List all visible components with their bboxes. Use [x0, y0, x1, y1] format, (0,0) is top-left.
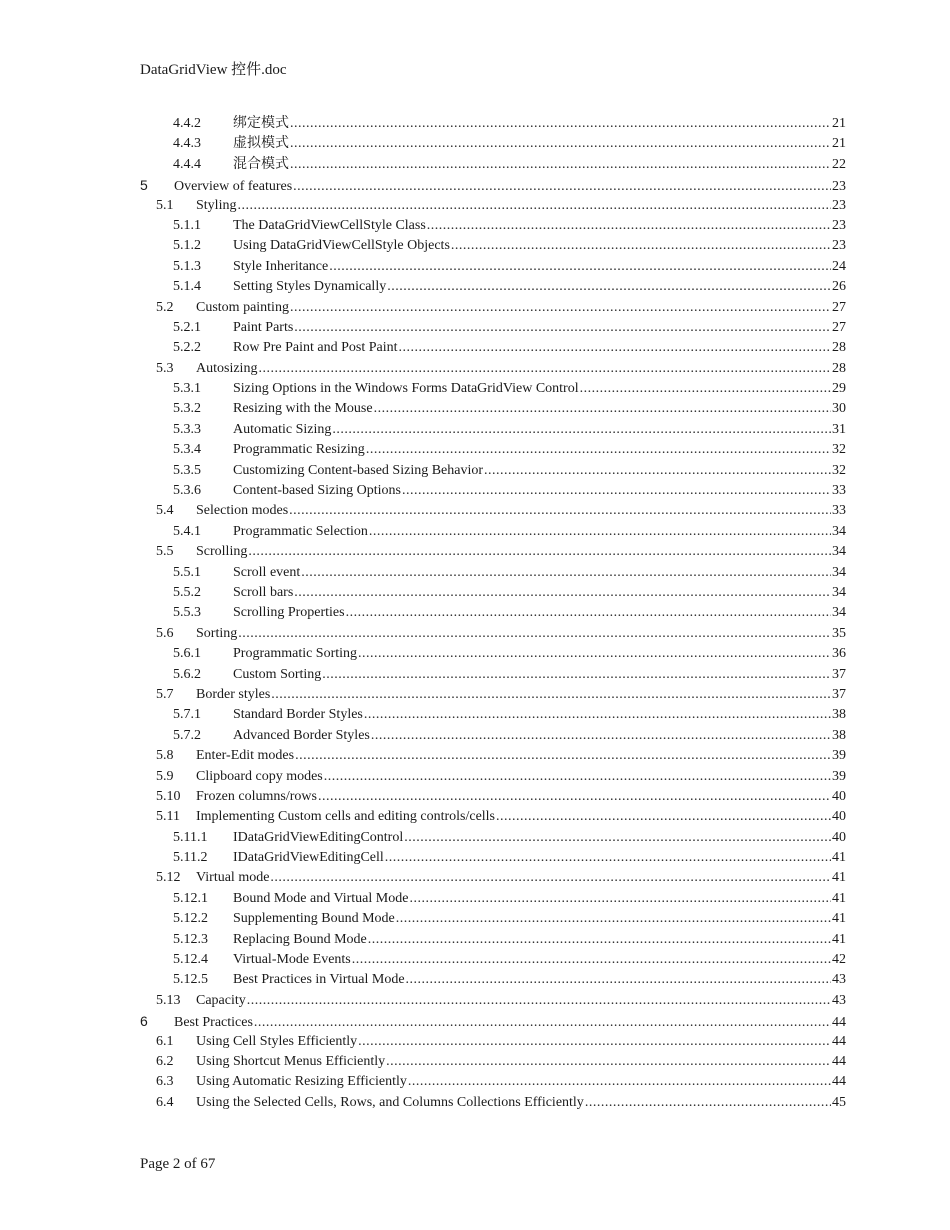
toc-entry[interactable]	[140, 399, 846, 419]
toc-entry-number: 5.1.1	[173, 217, 201, 233]
toc-entry-number: 5.6	[156, 625, 174, 641]
toc-entry-page: 40	[832, 788, 846, 804]
toc-entry-number: 5.12.3	[173, 931, 208, 947]
toc-entry-title: Styling	[196, 197, 237, 213]
toc-entry-number: 5.12.1	[173, 890, 208, 906]
toc-dot-leader	[295, 746, 831, 766]
toc-entry[interactable]	[140, 563, 846, 583]
toc-dot-leader	[368, 930, 831, 950]
toc-entry-number: 5.12	[156, 870, 181, 886]
toc-entry-title: Using Shortcut Menus Efficiently	[196, 1053, 386, 1069]
toc-entry-number: 5.5.3	[173, 605, 201, 621]
toc-entry-number: 5.1.3	[173, 258, 201, 274]
toc-entry-page: 39	[832, 768, 846, 784]
toc-entry-page: 29	[832, 381, 846, 397]
document-header: DataGridView 控件.doc	[140, 62, 287, 78]
toc-dot-leader	[396, 909, 831, 929]
toc-entry-page: 34	[832, 544, 846, 560]
toc-entry-page: 34	[832, 564, 846, 580]
toc-entry[interactable]	[140, 216, 846, 236]
toc-entry-number: 5.3	[156, 360, 174, 376]
toc-entry-number: 5.3.2	[173, 401, 201, 417]
toc-entry[interactable]	[140, 746, 846, 766]
toc-entry-number: 5.7.1	[173, 707, 201, 723]
toc-entry[interactable]	[140, 868, 846, 888]
toc-entry[interactable]	[140, 950, 846, 970]
toc-dot-leader	[366, 440, 831, 460]
toc-entry-title: The DataGridViewCellStyle Class	[233, 217, 426, 233]
toc-dot-leader	[322, 665, 831, 685]
toc-entry-number: 6	[140, 1013, 148, 1030]
toc-entry[interactable]	[140, 236, 846, 256]
toc-entry-page: 43	[832, 992, 846, 1008]
toc-entry-title: Setting Styles Dynamically	[233, 279, 387, 295]
toc-entry-title: Overview of features	[174, 179, 293, 195]
toc-dot-leader	[294, 318, 831, 338]
toc-entry-page: 22	[832, 156, 846, 172]
toc-entry-title: 虚拟模式	[233, 136, 289, 152]
toc-dot-leader	[374, 399, 831, 419]
toc-entry[interactable]	[140, 175, 846, 195]
toc-entry-page: 23	[832, 197, 846, 213]
toc-entry-number: 5.1.2	[173, 238, 201, 254]
toc-entry[interactable]	[140, 277, 846, 297]
toc-entry-number: 5.7	[156, 686, 174, 702]
toc-entry-page: 23	[832, 217, 846, 233]
toc-entry-title: Scroll bars	[233, 584, 294, 600]
toc-entry-number: 5.2.1	[173, 319, 201, 335]
toc-entry[interactable]	[140, 767, 846, 787]
toc-dot-leader	[427, 216, 831, 236]
toc-entry[interactable]	[140, 298, 846, 318]
toc-entry-number: 5.11.1	[173, 829, 208, 845]
toc-dot-leader	[237, 196, 831, 216]
toc-entry-title: Sorting	[196, 625, 238, 641]
toc-entry-page: 41	[832, 931, 846, 947]
page-number-footer: Page 2 of 67	[140, 1156, 216, 1172]
toc-entry-page: 33	[832, 483, 846, 499]
toc-dot-leader	[580, 379, 831, 399]
toc-entry-title: Advanced Border Styles	[233, 727, 370, 743]
toc-entry-title: IDataGridViewEditingControl	[233, 829, 404, 845]
toc-entry-title: Clipboard copy modes	[196, 768, 323, 784]
toc-entry[interactable]	[140, 685, 846, 705]
toc-dot-leader	[358, 1032, 831, 1052]
toc-dot-leader	[294, 583, 831, 603]
toc-dot-leader	[258, 359, 831, 379]
toc-entry-title: Using Automatic Resizing Efficiently	[196, 1074, 407, 1090]
toc-entry-page: 24	[832, 258, 846, 274]
toc-entry-page: 42	[832, 952, 846, 968]
toc-dot-leader	[324, 767, 831, 787]
toc-entry-number: 5.11	[156, 809, 180, 825]
toc-entry-page: 33	[832, 503, 846, 519]
toc-entry-title: Best Practices in Virtual Mode	[233, 972, 405, 988]
toc-dot-leader	[329, 257, 831, 277]
toc-entry[interactable]	[140, 1093, 846, 1113]
toc-entry-number: 4.4.2	[173, 116, 201, 131]
toc-entry-title: Sizing Options in the Windows Forms DataGridView Control	[233, 381, 579, 397]
toc-entry[interactable]	[140, 440, 846, 460]
toc-entry-number: 5.8	[156, 748, 174, 764]
toc-entry-page: 21	[832, 116, 846, 131]
toc-entry-title: Automatic Sizing	[233, 421, 332, 437]
toc-entry-title: Enter-Edit modes	[196, 748, 295, 764]
toc-entry-page: 23	[832, 238, 846, 254]
toc-entry-title: Implementing Custom cells and editing controls/cells	[196, 809, 496, 825]
toc-entry-number: 5.1	[156, 197, 174, 213]
toc-entry-page: 28	[832, 360, 846, 376]
toc-entry[interactable]	[140, 848, 846, 868]
toc-entry[interactable]	[140, 134, 846, 154]
toc-entry[interactable]	[140, 1052, 846, 1072]
toc-dot-leader	[408, 1072, 831, 1092]
toc-dot-leader	[402, 481, 831, 501]
toc-entry-page: 34	[832, 605, 846, 621]
toc-dot-leader	[290, 155, 831, 175]
toc-entry-number: 5.6.1	[173, 646, 201, 662]
toc-entry-page: 21	[832, 136, 846, 152]
toc-dot-leader	[332, 420, 831, 440]
toc-entry-title: Resizing with the Mouse	[233, 401, 373, 417]
toc-entry-page: 44	[832, 1015, 846, 1031]
toc-dot-leader	[290, 298, 831, 318]
toc-entry-page: 32	[832, 442, 846, 458]
toc-entry-number: 5.5.2	[173, 584, 201, 600]
toc-entry-number: 5.12.2	[173, 911, 208, 927]
toc-entry-page: 38	[832, 727, 846, 743]
toc-entry[interactable]	[140, 155, 846, 175]
toc-entry-title: Programmatic Sorting	[233, 646, 358, 662]
toc-dot-leader	[301, 563, 831, 583]
toc-dot-leader	[254, 1013, 831, 1031]
toc-entry[interactable]	[140, 542, 846, 562]
toc-dot-leader	[404, 828, 831, 848]
toc-entry-title: Using Cell Styles Efficiently	[196, 1033, 358, 1049]
toc-entry-page: 38	[832, 707, 846, 723]
toc-entry-page: 28	[832, 340, 846, 356]
toc-dot-leader	[409, 889, 831, 909]
toc-dot-leader	[358, 644, 831, 664]
toc-dot-leader	[271, 685, 831, 705]
toc-entry-title: Content-based Sizing Options	[233, 483, 401, 499]
toc-dot-leader	[385, 848, 831, 868]
toc-entry-number: 5.2	[156, 299, 174, 315]
toc-entry-number: 5.12.5	[173, 972, 208, 988]
toc-entry-title: Capacity	[196, 992, 246, 1008]
toc-entry-title: Standard Border Styles	[233, 707, 363, 723]
toc-entry-number: 5.12.4	[173, 952, 208, 968]
toc-entry-page: 43	[832, 972, 846, 988]
toc-entry-number: 5.3.4	[173, 442, 201, 458]
toc-entry-title: Scroll event	[233, 564, 301, 580]
toc-entry-page: 23	[832, 179, 846, 195]
toc-entry-title: Bound Mode and Virtual Mode	[233, 890, 409, 906]
toc-entry-number: 6.3	[156, 1074, 174, 1090]
toc-entry-page: 27	[832, 319, 846, 335]
toc-dot-leader	[248, 542, 831, 562]
toc-entry-number: 5.5.1	[173, 564, 201, 580]
toc-dot-leader	[289, 501, 831, 521]
toc-dot-leader	[270, 868, 831, 888]
toc-entry[interactable]	[140, 787, 846, 807]
toc-entry-number: 5.3.3	[173, 421, 201, 437]
toc-entry-title: Scrolling	[196, 544, 248, 560]
toc-entry-number: 5.2.2	[173, 340, 201, 356]
toc-entry-title: Custom Sorting	[233, 666, 322, 682]
toc-entry[interactable]	[140, 665, 846, 685]
toc-dot-leader	[484, 461, 831, 481]
toc-dot-leader	[290, 114, 831, 134]
toc-dot-leader	[318, 787, 831, 807]
toc-entry-title: Using DataGridViewCellStyle Objects	[233, 238, 450, 254]
toc-entry[interactable]	[140, 909, 846, 929]
toc-entry[interactable]	[140, 930, 846, 950]
toc-entry-page: 27	[832, 299, 846, 315]
toc-dot-leader	[371, 726, 831, 746]
toc-entry-title: Customizing Content-based Sizing Behavior	[233, 462, 484, 478]
toc-entry-title: Programmatic Selection	[233, 523, 368, 539]
toc-dot-leader	[290, 134, 831, 154]
toc-entry[interactable]	[140, 603, 846, 623]
toc-entry-number: 5.4	[156, 503, 174, 519]
toc-dot-leader	[369, 522, 831, 542]
toc-entry-page: 39	[832, 748, 846, 764]
toc-entry[interactable]	[140, 461, 846, 481]
toc-entry-number: 5.9	[156, 768, 174, 784]
toc-entry[interactable]	[140, 705, 846, 725]
toc-entry-number: 5.13	[156, 992, 181, 1008]
toc-dot-leader	[346, 603, 831, 623]
toc-entry-page: 44	[832, 1074, 846, 1090]
toc-entry[interactable]	[140, 359, 846, 379]
toc-dot-leader	[293, 177, 831, 195]
toc-entry[interactable]	[140, 522, 846, 542]
toc-dot-leader	[496, 807, 831, 827]
toc-entry-page: 40	[832, 809, 846, 825]
toc-entry-title: 绑定模式	[233, 116, 289, 131]
toc-entry-page: 32	[832, 462, 846, 478]
toc-entry-number: 5.5	[156, 544, 174, 560]
toc-entry[interactable]	[140, 257, 846, 277]
toc-entry-page: 41	[832, 870, 846, 886]
toc-entry-page: 34	[832, 584, 846, 600]
toc-entry[interactable]	[140, 1032, 846, 1052]
toc-entry-title: Paint Parts	[233, 319, 294, 335]
toc-entry[interactable]	[140, 1072, 846, 1092]
toc-entry-number: 5.4.1	[173, 523, 201, 539]
toc-entry[interactable]	[140, 501, 846, 521]
toc-dot-leader	[238, 624, 831, 644]
toc-entry[interactable]	[140, 807, 846, 827]
toc-dot-leader	[247, 991, 831, 1011]
toc-entry-page: 37	[832, 686, 846, 702]
toc-entry-number: 5.10	[156, 788, 181, 804]
toc-dot-leader	[451, 236, 831, 256]
toc-entry-title: Virtual mode	[196, 870, 270, 886]
toc-entry-title: Programmatic Resizing	[233, 442, 365, 458]
toc-entry-page: 44	[832, 1033, 846, 1049]
toc-entry-number: 6.1	[156, 1033, 174, 1049]
toc-entry-title: 混合模式	[233, 156, 289, 172]
toc-entry-title: Best Practices	[174, 1015, 253, 1031]
toc-entry-number: 5.11.2	[173, 850, 208, 866]
toc-dot-leader	[352, 950, 831, 970]
toc-entry[interactable]	[140, 644, 846, 664]
toc-entry-title: IDataGridViewEditingCell	[233, 850, 384, 866]
toc-entry-page: 34	[832, 523, 846, 539]
toc-entry-title: Style Inheritance	[233, 258, 329, 274]
toc-entry-page: 45	[832, 1094, 846, 1110]
toc-entry-title: Replacing Bound Mode	[233, 931, 367, 947]
toc-entry-title: Autosizing	[196, 360, 258, 376]
toc-entry-title: Custom painting	[196, 299, 289, 315]
toc-entry-number: 5.3.1	[173, 381, 201, 397]
toc-entry-title: Row Pre Paint and Post Paint	[233, 340, 398, 356]
toc-entry[interactable]	[140, 889, 846, 909]
toc-entry-number: 5.3.6	[173, 483, 201, 499]
toc-entry-title: Frozen columns/rows	[196, 788, 317, 804]
toc-entry-title: Using the Selected Cells, Rows, and Columns Collections Efficiently	[196, 1094, 584, 1110]
toc-entry-title: Virtual-Mode Events	[233, 952, 351, 968]
toc-entry[interactable]	[140, 970, 846, 990]
toc-entry-number: 5.6.2	[173, 666, 201, 682]
toc-entry-number: 4.4.3	[173, 136, 201, 152]
toc-entry-page: 30	[832, 401, 846, 417]
toc-entry-page: 37	[832, 666, 846, 682]
toc-entry-page: 44	[832, 1053, 846, 1069]
toc-entry-number: 6.4	[156, 1094, 174, 1110]
toc-dot-leader	[585, 1093, 831, 1113]
toc-dot-leader	[406, 970, 831, 990]
toc-entry-number: 5.3.5	[173, 462, 201, 478]
toc-entry[interactable]	[140, 318, 846, 338]
toc-entry-number: 4.4.4	[173, 156, 201, 172]
toc-entry[interactable]	[140, 379, 846, 399]
toc-entry-title: Supplementing Bound Mode	[233, 911, 395, 927]
toc-dot-leader	[386, 1052, 831, 1072]
toc-entry[interactable]	[140, 991, 846, 1011]
toc-entry-title: Border styles	[196, 686, 271, 702]
toc-entry-page: 41	[832, 911, 846, 927]
toc-entry-page: 36	[832, 646, 846, 662]
toc-entry-page: 41	[832, 890, 846, 906]
toc-entry[interactable]	[140, 583, 846, 603]
toc-entry-number: 5.7.2	[173, 727, 201, 743]
toc-dot-leader	[387, 277, 831, 297]
toc-dot-leader	[399, 338, 831, 358]
toc-entry[interactable]	[140, 624, 846, 644]
toc-entry-page: 31	[832, 421, 846, 437]
toc-entry-page: 26	[832, 279, 846, 295]
table-of-contents	[140, 114, 846, 1113]
toc-entry-page: 35	[832, 625, 846, 641]
toc-entry-title: Selection modes	[196, 503, 289, 519]
toc-entry-page: 40	[832, 829, 846, 845]
toc-entry[interactable]	[140, 1011, 846, 1031]
toc-entry-number: 5	[140, 177, 148, 194]
toc-dot-leader	[364, 705, 831, 725]
toc-entry[interactable]	[140, 114, 846, 134]
toc-entry[interactable]	[140, 481, 846, 501]
toc-entry-number: 5.1.4	[173, 279, 201, 295]
toc-entry[interactable]	[140, 828, 846, 848]
toc-entry-title: Scrolling Properties	[233, 605, 345, 621]
toc-entry-page: 41	[832, 850, 846, 866]
toc-entry[interactable]	[140, 420, 846, 440]
toc-entry[interactable]	[140, 338, 846, 358]
toc-entry-number: 6.2	[156, 1053, 174, 1069]
toc-entry[interactable]	[140, 726, 846, 746]
toc-entry[interactable]	[140, 196, 846, 216]
